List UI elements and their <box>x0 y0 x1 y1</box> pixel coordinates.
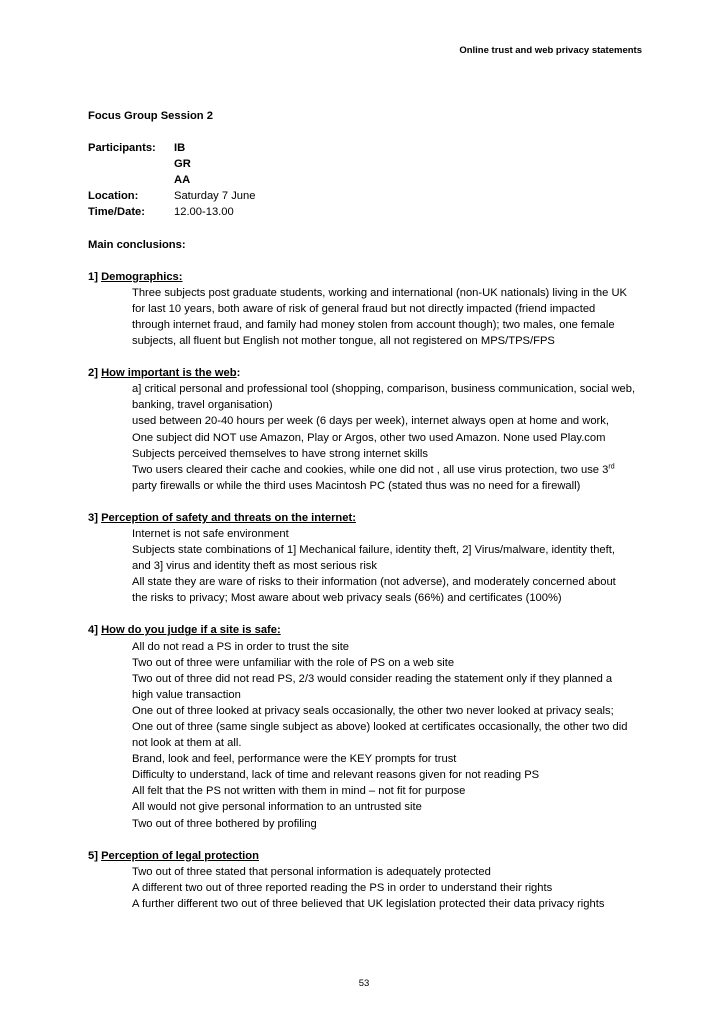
line-text: through internet fraud, and family had money stolen from account though); two males, one female <box>132 318 615 331</box>
text-line <box>132 430 648 446</box>
line-text: and 3] virus and identity theft as most serious risk <box>132 560 377 573</box>
line-text: Difficulty to understand, lack of time and relevant reasons given for not reading PS <box>132 769 540 782</box>
section-heading <box>88 510 648 526</box>
text-line <box>132 381 648 397</box>
section-title: How do you judge if a site is safe: <box>101 624 281 637</box>
line-text: Two out of three did not read PS, 2/3 would consider reading the statement only if they planned a <box>132 672 613 685</box>
section-title-suffix: : <box>236 367 241 380</box>
section-heading <box>88 269 648 285</box>
text-line <box>132 590 648 606</box>
section-heading <box>88 365 648 381</box>
text-line <box>132 285 648 301</box>
text-line <box>132 639 648 655</box>
participants-row-3 <box>88 172 648 188</box>
section-title: Perception of safety and threats on the internet: <box>101 511 356 524</box>
location-value: Saturday 7 June <box>174 190 256 203</box>
section-number: 4] <box>88 624 102 637</box>
participants-row <box>88 140 648 156</box>
ordinal-superscript: rd <box>608 462 615 470</box>
text-line <box>132 687 648 703</box>
text-line <box>132 655 648 671</box>
line-text: Three subjects post graduate students, working and international (non-UK nationals) living in the UK <box>132 286 628 299</box>
line-text: subjects, all fluent but English not mother tongue, all not registered on MPS/TPS/FPS <box>132 335 555 348</box>
document-body <box>88 108 648 928</box>
line-text: for last 10 years, both aware of risk of general fraud but not directly impacted (friend impacted <box>132 302 596 315</box>
text-line <box>132 703 648 719</box>
text-line <box>132 446 648 462</box>
location-row <box>88 188 648 204</box>
page-number: 53 <box>358 978 370 989</box>
time-value: 12.00-13.00 <box>174 206 234 219</box>
meta-block <box>88 140 648 220</box>
text-line <box>132 478 648 494</box>
text-line <box>132 413 648 429</box>
line-text: Two out of three were unfamiliar with the role of PS on a web site <box>132 656 455 669</box>
text-line <box>132 397 648 413</box>
line-text: Brand, look and feel, performance were the KEY prompts for trust <box>132 753 457 766</box>
text-line <box>132 751 648 767</box>
line-text: high value transaction <box>132 688 241 701</box>
line-text: All state they are ware of risks to their information (not adverse), and moderately concerned about <box>132 576 616 589</box>
text-line <box>132 719 648 735</box>
line-text: All would not give personal information to an untrusted site <box>132 801 422 814</box>
line-text: a] critical personal and professional tool (shopping, comparison, business communication, social web, <box>132 383 636 396</box>
text-line <box>132 799 648 815</box>
section-lines <box>88 864 648 912</box>
location-label: Location: <box>88 190 139 203</box>
page-title: Focus Group Session 2 <box>88 110 213 122</box>
text-line <box>132 671 648 687</box>
section-heading <box>88 622 648 638</box>
section-number: 2] <box>88 367 102 380</box>
section-4 <box>88 622 648 831</box>
line-text: A different two out of three reported reading the PS in order to understand their rights <box>132 881 553 894</box>
main-conclusions-heading: Main conclusions: <box>88 238 186 251</box>
line-text: A further different two out of three believed that UK legislation protected their data privacy rights <box>132 897 605 910</box>
text-line <box>132 864 648 880</box>
participant-3: AA <box>174 174 191 187</box>
line-text: Two users cleared their cache and cookies, while one did not , all use virus protection, two use 3 <box>132 463 609 476</box>
text-line <box>132 462 648 478</box>
time-row <box>88 204 648 220</box>
text-line <box>132 558 648 574</box>
line-text: not look at them at all. <box>132 737 242 750</box>
line-text: Subjects perceived themselves to have strong internet skills <box>132 447 428 460</box>
section-lines <box>88 285 648 349</box>
participant-1: IB <box>174 142 186 155</box>
line-text: One out of three looked at privacy seals occasionally, the other two never looked at privacy seals; <box>132 704 614 717</box>
line-text: One out of three (same single subject as above) looked at certificates occasionally, the other two did <box>132 721 628 733</box>
text-line <box>132 317 648 333</box>
text-line <box>132 735 648 751</box>
section-title: Perception of legal protection <box>101 849 259 862</box>
sections-list <box>88 269 648 912</box>
text-line <box>132 880 648 896</box>
line-text: All felt that the PS not written with them in mind – not fit for purpose <box>132 785 466 798</box>
line-text: Internet is not safe environment <box>132 527 289 540</box>
participant-2: GR <box>174 158 191 171</box>
time-label: Time/Date: <box>88 206 145 219</box>
section-1 <box>88 269 648 349</box>
section-title: How important is the web <box>101 367 237 380</box>
running-header: Online trust and web privacy statements <box>459 45 642 56</box>
section-2 <box>88 365 648 494</box>
line-text: banking, travel organisation) <box>132 399 273 412</box>
section-number: 1] <box>88 270 102 283</box>
section-number: 5] <box>88 849 102 862</box>
text-line <box>132 574 648 590</box>
section-heading <box>88 848 648 864</box>
line-text: All do not read a PS in order to trust the site <box>132 640 350 653</box>
line-text: One subject did NOT use Amazon, Play or Argos, other two used Amazon. None used Play.com <box>132 431 606 444</box>
text-line <box>132 783 648 799</box>
participants-row-2 <box>88 156 648 172</box>
section-lines <box>88 639 648 832</box>
text-line <box>132 333 648 349</box>
line-text: Subjects state combinations of 1] Mechanical failure, identity theft, 2] Virus/malware, identity theft, <box>132 544 615 557</box>
line-text: used between 20-40 hours per week (6 days per week), internet always open at home and work, <box>132 415 609 428</box>
text-line <box>132 816 648 832</box>
line-text: Two out of three bothered by profiling <box>132 817 317 830</box>
section-lines <box>88 526 648 606</box>
section-number: 3] <box>88 511 102 524</box>
section-5 <box>88 848 648 912</box>
section-3 <box>88 510 648 607</box>
section-lines <box>88 381 648 494</box>
line-text: party firewalls or while the third uses Macintosh PC (stated thus was no need for a firewall) <box>132 479 581 492</box>
text-line <box>132 767 648 783</box>
text-line <box>132 896 648 912</box>
line-text: Two out of three stated that personal information is adequately protected <box>132 865 491 878</box>
line-text: the risks to privacy; Most aware about web privacy seals (66%) and certificates (100%) <box>132 592 562 605</box>
participants-label: Participants: <box>88 142 156 155</box>
text-line <box>132 301 648 317</box>
section-title: Demographics: <box>101 270 183 283</box>
text-line <box>132 542 648 558</box>
text-line <box>132 526 648 542</box>
